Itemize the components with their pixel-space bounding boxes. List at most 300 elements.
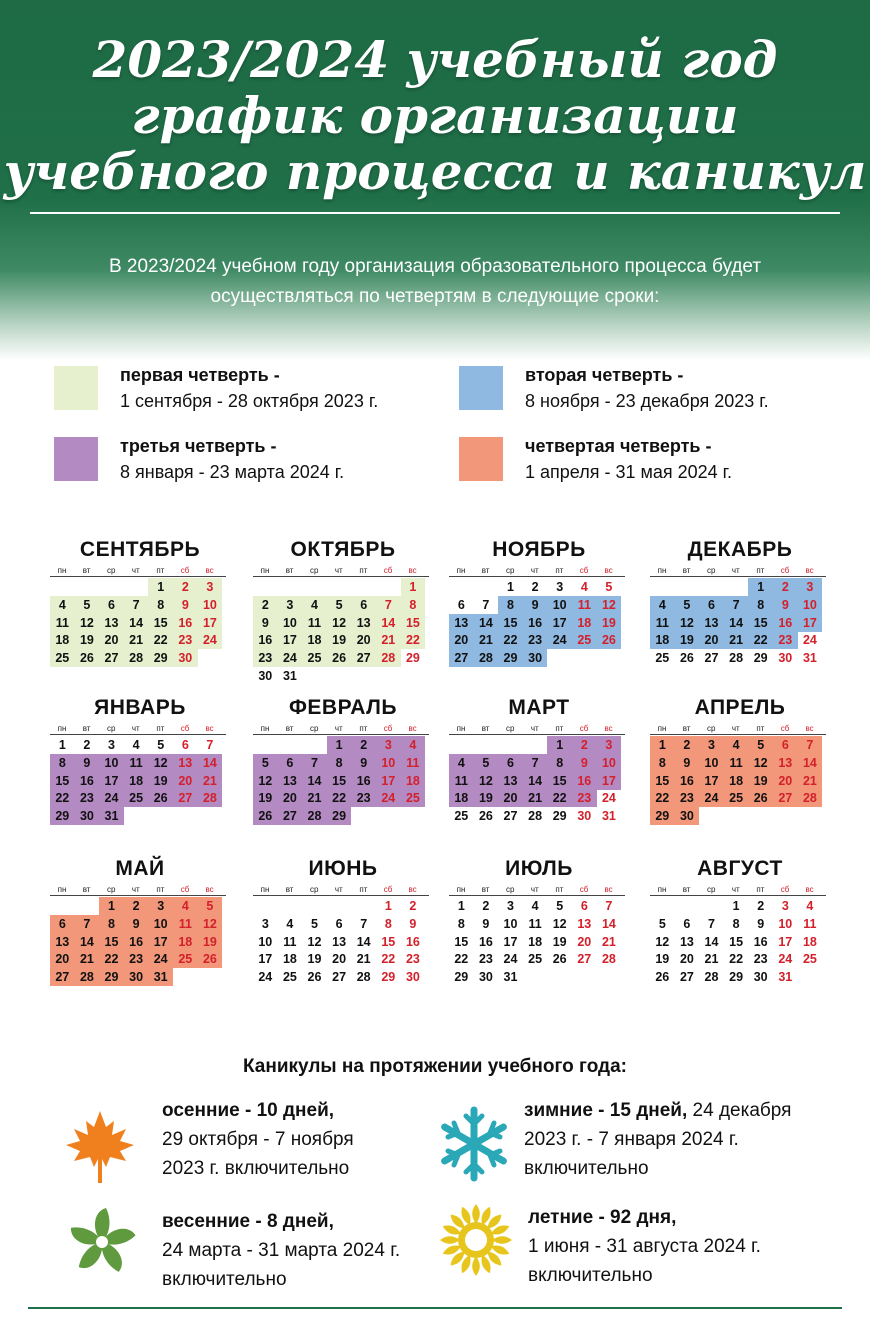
calendar-day: 10 — [99, 754, 124, 772]
calendar-day: 18 — [572, 614, 597, 632]
weekday-header: пт — [156, 566, 165, 575]
calendar-day: 24 — [778, 952, 793, 967]
calendar-day: 8 — [50, 754, 75, 772]
calendar-day: 16 — [523, 614, 548, 632]
calendar-day: 14 — [601, 916, 616, 931]
calendar-day: 7 — [724, 596, 749, 614]
calendar-day: 21 — [601, 934, 616, 949]
calendar-day: 4 — [401, 736, 426, 754]
calendar-day: 14 — [523, 772, 548, 790]
calendar-day: 11 — [124, 754, 149, 772]
calendar-day: 23 — [753, 952, 768, 967]
calendar-day: 7 — [376, 596, 401, 614]
calendar-day: 9 — [482, 916, 490, 931]
calendar-day: 23 — [124, 950, 149, 968]
calendar-day: 7 — [360, 916, 368, 931]
calendar-day: 4 — [580, 580, 588, 594]
weekday-header: пн — [260, 724, 270, 733]
calendar-day: 3 — [198, 578, 223, 596]
calendar-day: 18 — [173, 933, 198, 951]
month-calendar — [650, 696, 830, 846]
calendar-day: 13 — [498, 772, 523, 790]
calendar-day: 3 — [108, 738, 115, 752]
calendar-day: 26 — [75, 649, 100, 667]
month-name: ДЕКАБРЬ — [687, 538, 793, 561]
calendar-day: 18 — [650, 631, 675, 649]
weekday-header: пт — [756, 566, 765, 575]
calendar-day: 15 — [50, 772, 75, 790]
weekday-header: пн — [456, 566, 466, 575]
weekday-header: чт — [731, 566, 740, 575]
calendar-day: 6 — [278, 754, 303, 772]
calendar-day: 22 — [547, 789, 572, 807]
calendar-day: 14 — [198, 754, 223, 772]
legend-range-q3: 8 января - 23 марта 2024 г. — [120, 462, 345, 482]
calendar-day: 15 — [401, 614, 426, 632]
calendar-day: 6 — [181, 738, 189, 752]
calendar-day: 25 — [454, 809, 469, 824]
weekday-header: вт — [682, 566, 691, 575]
calendar-day: 18 — [124, 772, 149, 790]
weekday-header: пн — [456, 885, 466, 894]
month-calendar — [650, 538, 830, 688]
calendar-day: 22 — [498, 631, 523, 649]
weekday-header: вс — [205, 724, 214, 733]
calendar-day: 31 — [503, 970, 518, 985]
calendar-day: 27 — [449, 649, 474, 667]
calendar-day: 27 — [577, 952, 592, 967]
calendar-day: 31 — [601, 809, 616, 824]
calendar-day: 25 — [528, 952, 543, 967]
month-calendar — [50, 857, 230, 1007]
calendar-day: 25 — [173, 950, 198, 968]
weekday-header: ср — [106, 566, 116, 575]
calendar-day: 9 — [572, 754, 597, 772]
holiday-summer-title: летние - 92 дня, — [528, 1207, 677, 1228]
calendar-day: 15 — [498, 614, 523, 632]
calendar-day: 8 — [384, 916, 392, 931]
holiday-summer — [528, 1203, 761, 1290]
calendar-day: 30 — [675, 807, 700, 825]
calendar-day: 15 — [454, 934, 469, 949]
calendar-day: 17 — [99, 772, 124, 790]
calendar-day: 26 — [679, 651, 694, 666]
calendar-day: 7 — [798, 736, 823, 754]
calendar-day: 7 — [482, 597, 490, 612]
calendar-day: 13 — [577, 916, 592, 931]
calendar-day: 23 — [523, 631, 548, 649]
calendar-day: 24 — [503, 952, 518, 967]
calendar-day: 29 — [753, 651, 768, 666]
calendar-day: 29 — [148, 649, 173, 667]
calendar-day: 27 — [351, 649, 376, 667]
calendar-day: 30 — [75, 807, 100, 825]
calendar-day: 10 — [503, 916, 518, 931]
calendar-day: 18 — [50, 631, 75, 649]
calendar-day: 23 — [478, 952, 493, 967]
calendar-day: 28 — [124, 649, 149, 667]
calendar-day: 20 — [173, 772, 198, 790]
calendar-day: 17 — [699, 772, 724, 790]
month-name: СЕНТЯБРЬ — [79, 538, 201, 561]
holiday-spring — [162, 1207, 400, 1294]
calendar-day: 20 — [699, 631, 724, 649]
calendar-day: 1 — [457, 899, 465, 913]
calendar-day: 6 — [580, 899, 588, 913]
legend-third-quarter — [54, 437, 414, 485]
calendar-day: 5 — [327, 596, 352, 614]
intro-line-2: осуществляться по четвертям в следующие сроки: — [210, 286, 660, 307]
calendar-day: 27 — [278, 807, 303, 825]
calendar-day: 18 — [401, 772, 426, 790]
month-name: ИЮНЬ — [308, 857, 378, 880]
calendar-day: 12 — [148, 754, 173, 772]
weekday-header: пт — [156, 885, 165, 894]
calendar-day: 16 — [253, 631, 278, 649]
weekday-divider — [650, 576, 826, 577]
weekday-header: вт — [682, 724, 691, 733]
calendar-day: 21 — [302, 789, 327, 807]
calendar-day: 27 — [704, 651, 719, 666]
calendar-day: 9 — [173, 596, 198, 614]
weekday-header: пт — [756, 885, 765, 894]
legend-second-quarter — [459, 366, 819, 414]
calendar-day: 9 — [75, 754, 100, 772]
holiday-autumn-line-3: 2023 г. включительно — [162, 1158, 350, 1179]
weekday-header: пт — [156, 724, 165, 733]
calendar-day: 9 — [523, 596, 548, 614]
calendar-day: 29 — [405, 651, 420, 666]
title-divider — [30, 212, 840, 214]
calendar-day: 10 — [597, 754, 622, 772]
calendar-day: 7 — [523, 754, 548, 772]
calendar-day: 5 — [75, 596, 100, 614]
calendar-day: 29 — [99, 968, 124, 986]
calendar-day: 3 — [699, 736, 724, 754]
calendar-day: 29 — [454, 970, 469, 985]
weekday-header: вт — [682, 885, 691, 894]
legend-text-q1 — [120, 362, 378, 414]
calendar-day: 19 — [307, 952, 322, 967]
calendar-day: 12 — [748, 754, 773, 772]
calendar-day: 11 — [401, 754, 426, 772]
calendar-day: 1 — [732, 899, 740, 913]
calendar-day: 1 — [58, 738, 66, 752]
weekday-header: ср — [505, 885, 515, 894]
calendar-day: 13 — [278, 772, 303, 790]
calendar-day: 31 — [99, 807, 124, 825]
weekday-header: пн — [57, 566, 67, 575]
legend-name-q4: четвертая четверть - — [525, 436, 712, 456]
calendar-day: 24 — [148, 950, 173, 968]
weekday-header: сб — [780, 724, 790, 733]
calendar-day: 19 — [198, 933, 223, 951]
weekday-header: ср — [706, 724, 716, 733]
calendar-day: 28 — [729, 651, 744, 666]
calendar-day: 27 — [773, 789, 798, 807]
month-calendar — [50, 696, 230, 846]
holiday-summer-line-3: включительно — [528, 1265, 653, 1286]
calendar-day: 21 — [75, 950, 100, 968]
calendar-day: 16 — [753, 934, 768, 949]
calendar-day: 13 — [773, 754, 798, 772]
calendar-day: 10 — [798, 596, 823, 614]
calendar-day: 6 — [50, 915, 75, 933]
weekday-header: пт — [756, 724, 765, 733]
calendar-day: 12 — [474, 772, 499, 790]
calendar-day: 5 — [311, 916, 318, 931]
weekday-divider — [50, 734, 226, 735]
title-line-3: учебного процесса и каникул — [3, 142, 867, 201]
calendar-day: 22 — [729, 952, 744, 967]
legend-fourth-quarter — [459, 437, 819, 485]
calendar-day: 2 — [83, 738, 91, 752]
month-calendar — [650, 857, 830, 1007]
weekday-divider — [253, 734, 429, 735]
calendar-day: 17 — [198, 614, 223, 632]
weekday-divider — [650, 734, 826, 735]
calendar-day: 28 — [474, 649, 499, 667]
calendar-day: 20 — [351, 631, 376, 649]
calendar-day: 17 — [148, 933, 173, 951]
calendar-day: 20 — [50, 950, 75, 968]
calendar-day: 28 — [376, 649, 401, 667]
weekday-header: ср — [505, 566, 515, 575]
calendar-day: 14 — [798, 754, 823, 772]
calendar-day: 18 — [802, 934, 817, 949]
weekday-divider — [253, 576, 429, 577]
weekday-header: вс — [205, 885, 214, 894]
calendar-day: 12 — [198, 915, 223, 933]
calendar-day: 1 — [401, 578, 426, 596]
weekday-header: пт — [555, 885, 564, 894]
weekday-header: чт — [530, 566, 539, 575]
calendar-day: 16 — [405, 934, 420, 949]
legend-first-quarter — [54, 366, 414, 414]
calendar-day: 18 — [528, 934, 543, 949]
calendar-day: 13 — [679, 934, 694, 949]
calendar-day: 12 — [655, 934, 670, 949]
calendar-day: 4 — [724, 736, 749, 754]
calendar-day: 26 — [597, 631, 622, 649]
calendar-day: 21 — [704, 952, 719, 967]
month-name: НОЯБРЬ — [492, 538, 586, 561]
weekday-header: вт — [285, 885, 294, 894]
legend-text-q4 — [525, 433, 732, 485]
calendar-day: 1 — [650, 736, 675, 754]
calendar-day: 11 — [572, 596, 597, 614]
calendar-day: 2 — [351, 736, 376, 754]
calendar-day: 26 — [327, 649, 352, 667]
calendar-day: 4 — [806, 899, 814, 913]
weekday-header: чт — [334, 885, 343, 894]
calendar-day: 1 — [507, 580, 514, 594]
calendar-day: 4 — [173, 897, 198, 915]
calendar-day: 19 — [474, 789, 499, 807]
header-banner — [0, 0, 870, 360]
calendar-day: 30 — [258, 669, 273, 683]
calendar-day: 24 — [802, 633, 817, 648]
calendar-day: 16 — [75, 772, 100, 790]
calendar-day: 31 — [282, 669, 297, 683]
calendar-day: 18 — [449, 789, 474, 807]
calendar-day: 2 — [531, 580, 539, 594]
calendar-day: 27 — [503, 809, 518, 824]
legend-name-q3: третья четверть - — [120, 436, 277, 456]
calendar-day: 9 — [124, 915, 149, 933]
calendar-day: 1 — [748, 578, 773, 596]
calendar-day: 4 — [132, 738, 140, 752]
calendar-day: 24 — [699, 789, 724, 807]
calendar-day: 11 — [449, 772, 474, 790]
calendar-day: 24 — [99, 789, 124, 807]
calendar-day: 20 — [773, 772, 798, 790]
calendar-day: 31 — [802, 651, 817, 666]
month-name: АВГУСТ — [697, 857, 783, 880]
calendar-day: 16 — [478, 934, 493, 949]
weekday-header: вс — [408, 566, 417, 575]
weekday-header: чт — [731, 724, 740, 733]
calendar-day: 8 — [547, 754, 572, 772]
calendar-day: 6 — [683, 916, 691, 931]
weekday-header: вс — [805, 566, 814, 575]
month-name: ИЮЛЬ — [505, 857, 573, 880]
calendar-day: 30 — [577, 809, 592, 824]
calendar-day: 28 — [528, 809, 543, 824]
calendar-day: 4 — [650, 596, 675, 614]
calendar-day: 15 — [99, 933, 124, 951]
calendar-day: 6 — [99, 596, 124, 614]
weekday-header: сб — [579, 724, 589, 733]
calendar-day: 25 — [282, 970, 297, 985]
month-calendar — [449, 538, 629, 688]
calendar-day: 11 — [650, 614, 675, 632]
weekday-divider — [253, 895, 429, 896]
calendar-day: 29 — [552, 809, 567, 824]
calendar-day: 16 — [173, 614, 198, 632]
calendar-day: 3 — [278, 596, 303, 614]
calendar-day: 15 — [327, 772, 352, 790]
month-calendar — [449, 857, 629, 1007]
weekday-header: чт — [731, 885, 740, 894]
calendar-day: 12 — [253, 772, 278, 790]
weekday-header: ср — [309, 885, 319, 894]
calendar-day: 3 — [781, 899, 789, 913]
calendar-day: 19 — [675, 631, 700, 649]
calendar-day: 17 — [547, 614, 572, 632]
holiday-autumn-title: осенние - 10 дней, — [162, 1100, 335, 1121]
calendar-day: 22 — [401, 631, 426, 649]
calendar-day: 17 — [376, 772, 401, 790]
calendar-day: 19 — [552, 934, 567, 949]
weekday-header: сб — [383, 566, 393, 575]
holiday-spring-line-2: 24 марта - 31 марта 2024 г. — [162, 1240, 401, 1261]
weekday-header: вт — [481, 724, 490, 733]
calendar-day: 3 — [798, 578, 823, 596]
calendar-day: 5 — [658, 916, 666, 931]
calendar-day: 8 — [99, 915, 124, 933]
calendar-day: 14 — [704, 934, 719, 949]
holidays-title: Каникулы на протяжении учебного года: — [242, 1056, 628, 1077]
calendar-day: 12 — [552, 916, 567, 931]
calendar-day: 2 — [173, 578, 198, 596]
calendar-day: 24 — [278, 649, 303, 667]
calendar-day: 7 — [708, 916, 715, 931]
calendar-day: 23 — [572, 789, 597, 807]
calendar-day: 6 — [773, 736, 798, 754]
calendar-day: 9 — [253, 614, 278, 632]
calendar-day: 16 — [351, 772, 376, 790]
month-calendar — [253, 538, 433, 688]
calendar-day: 8 — [650, 754, 675, 772]
calendar-day: 11 — [173, 915, 198, 933]
calendar-day: 22 — [381, 952, 396, 967]
calendar-day: 11 — [302, 614, 327, 632]
calendar-day: 8 — [732, 916, 740, 931]
calendar-day: 5 — [157, 738, 165, 752]
calendar-day: 17 — [778, 934, 793, 949]
calendar-day: 7 — [302, 754, 327, 772]
legend-range-q1: 1 сентября - 28 октября 2023 г. — [120, 391, 379, 411]
calendar-day: 15 — [381, 934, 396, 949]
calendar-day: 3 — [556, 580, 564, 594]
snowflake-icon — [434, 1104, 514, 1184]
sun-icon — [436, 1200, 516, 1280]
weekday-header: вс — [604, 885, 613, 894]
month-calendar — [50, 538, 230, 688]
weekday-header: вс — [604, 724, 613, 733]
weekday-header: вт — [285, 724, 294, 733]
calendar-day: 21 — [356, 952, 371, 967]
weekday-divider — [449, 895, 625, 896]
calendar-day: 25 — [572, 631, 597, 649]
calendar-day: 6 — [351, 596, 376, 614]
calendar-day: 25 — [124, 789, 149, 807]
page-title — [0, 32, 870, 200]
calendar-day: 23 — [773, 631, 798, 649]
weekday-divider — [50, 895, 226, 896]
calendar-day: 30 — [124, 968, 149, 986]
calendar-day: 28 — [704, 970, 719, 985]
calendar-day: 2 — [773, 578, 798, 596]
weekday-header: сб — [579, 566, 589, 575]
calendar-day: 22 — [650, 789, 675, 807]
weekday-header: ср — [706, 566, 716, 575]
legend-text-q2 — [525, 362, 769, 414]
calendar-day: 14 — [474, 614, 499, 632]
calendar-day: 13 — [99, 614, 124, 632]
calendar-day: 16 — [124, 933, 149, 951]
calendar-day: 15 — [650, 772, 675, 790]
calendar-day: 24 — [547, 631, 572, 649]
month-calendar — [449, 696, 629, 846]
legend-swatch-q4 — [459, 437, 503, 481]
weekday-header: сб — [383, 724, 393, 733]
calendar-day: 25 — [302, 649, 327, 667]
weekday-header: сб — [180, 566, 190, 575]
calendar-day: 3 — [507, 899, 514, 913]
legend-range-q4: 1 апреля - 31 мая 2024 г. — [525, 462, 733, 482]
calendar-day: 30 — [478, 970, 493, 985]
calendar-day: 28 — [302, 807, 327, 825]
weekday-header: ср — [309, 566, 319, 575]
calendar-day: 22 — [148, 631, 173, 649]
calendar-day: 3 — [261, 916, 269, 931]
title-line-1: 2023/2024 учебный год — [92, 30, 778, 89]
calendar-day: 9 — [675, 754, 700, 772]
calendar-day: 3 — [148, 897, 173, 915]
calendar-day: 19 — [597, 614, 622, 632]
